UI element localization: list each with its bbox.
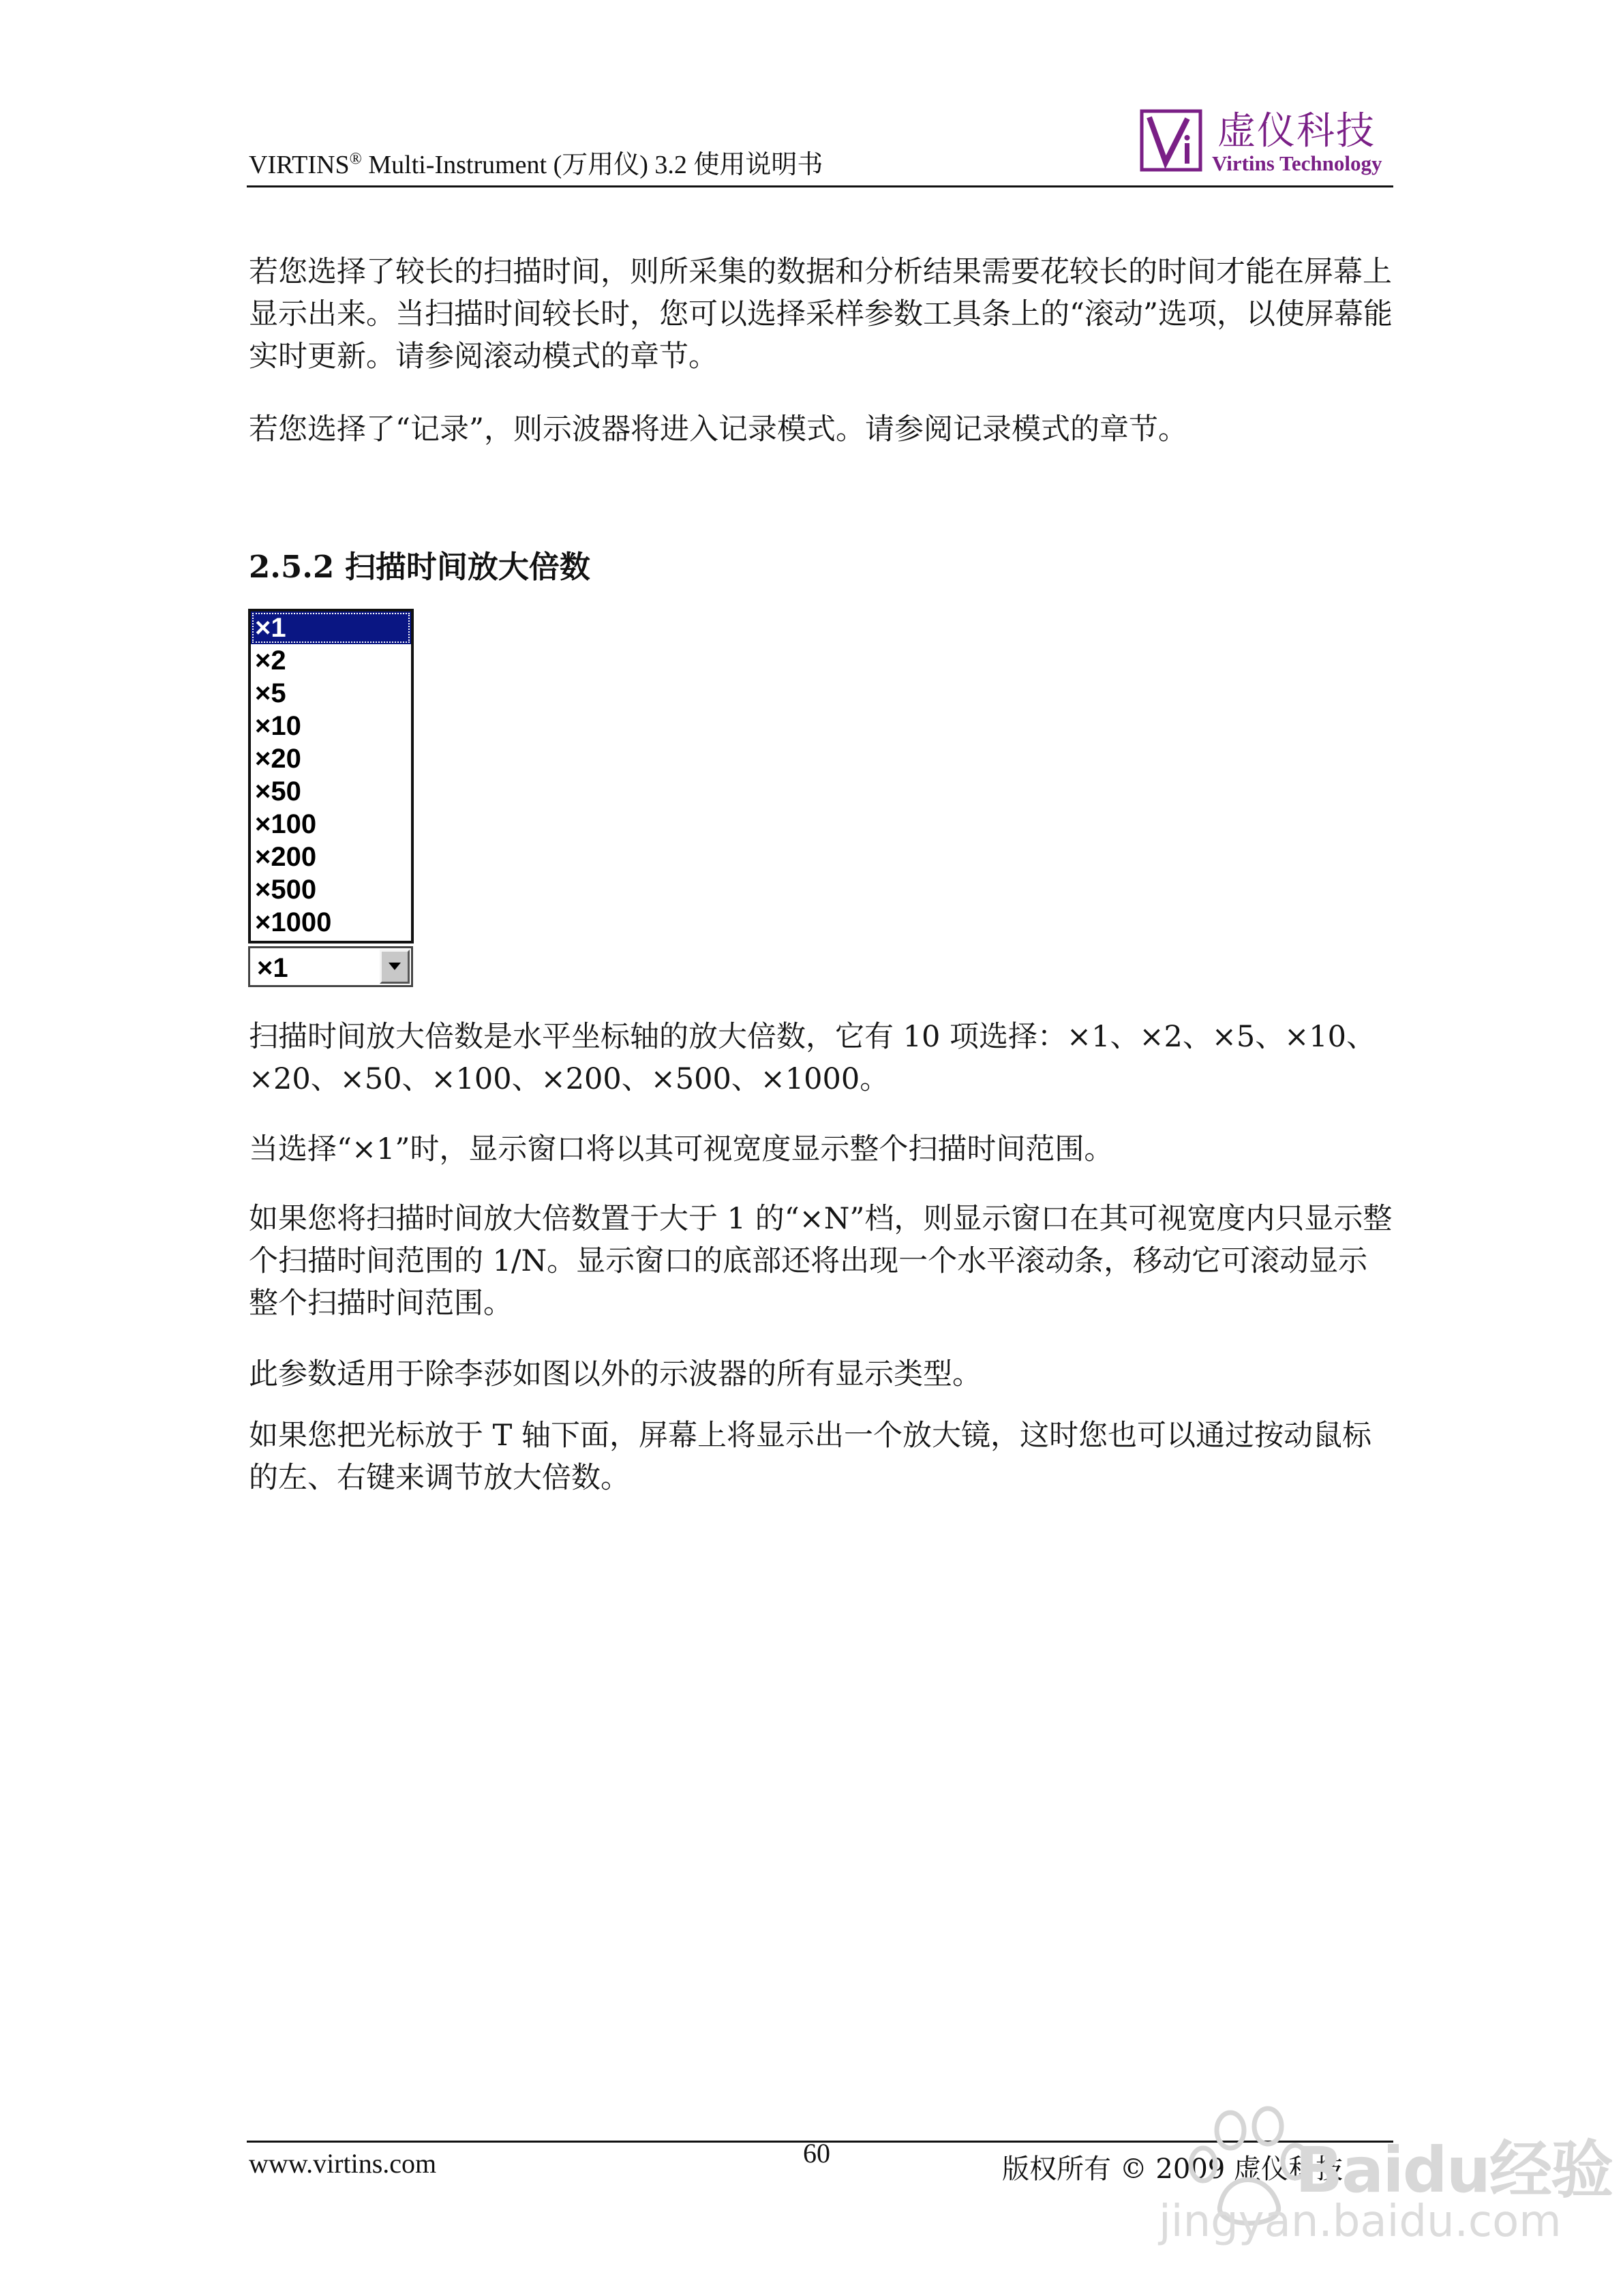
watermark-brand: Baidu经验 [1295, 2134, 1613, 2207]
footer-url[interactable]: www.virtins.com [249, 2148, 437, 2179]
watermark-url: jingyan.baidu.com [1159, 2196, 1562, 2247]
zoom-option[interactable]: ×2 [255, 646, 286, 676]
document-title [249, 143, 823, 181]
zoom-selected-value: ×1 [257, 953, 288, 983]
paragraph-x1: 当选择“×1”时，显示窗口将以其可视宽度显示整个扫描时间范围。 [249, 1132, 1114, 1166]
logo-chinese-name: 虚仪科技 [1217, 109, 1376, 153]
footer-copyright: 版权所有 © 2009 虚仪科技 [1002, 2154, 1343, 2185]
paragraph-xn: 如果您将扫描时间放大倍数置于大于 1 的“×N”档，则显示窗口在其可视宽度内只显示整个扫描时间范围的 1/N。显示窗口的底部还将出现一个水平滚动条，移动它可滚动显示整个扫描时间范围。 [249, 1202, 1393, 1320]
zoom-option[interactable]: ×1000 [255, 907, 332, 937]
paragraph-magnifier: 如果您把光标放于 T 轴下面，屏幕上将显示出一个放大镜，这时您也可以通过按动鼠标的左、右键来调节放大倍数。 [249, 1419, 1372, 1495]
zoom-option[interactable]: ×50 [255, 776, 301, 806]
dropdown-button[interactable] [380, 950, 410, 984]
zoom-option[interactable]: ×100 [255, 809, 317, 839]
zoom-option[interactable]: ×1 [251, 611, 411, 644]
registered-mark: ® [349, 150, 362, 168]
zoom-select[interactable] [248, 946, 413, 987]
virtins-logo-icon [1140, 109, 1202, 172]
page-number: 60 [803, 2138, 830, 2169]
zoom-option[interactable]: ×20 [255, 744, 301, 774]
paragraph-zoom-options: 扫描时间放大倍数是水平坐标轴的放大倍数，它有 10 项选择：×1、×2、×5、×10、×20、×50、×100、×200、×500、×1000。 [249, 1020, 1376, 1096]
zoom-option[interactable]: ×200 [255, 842, 317, 872]
paragraph-long-scan: 若您选择了较长的扫描时间，则所采集的数据和分析结果需要花较长的时间才能在屏幕上显示出来。当扫描时间较长时，您可以选择采样参数工具条上的“滚动”选项，以使屏幕能实时更新。请参阅滚动模式的章节。 [249, 255, 1393, 374]
brand-name: VIRTINS [249, 151, 350, 179]
section-heading: 2.5.2 扫描时间放大倍数 [249, 549, 590, 585]
zoom-option[interactable]: ×10 [255, 711, 301, 741]
title-text: Multi-Instrument (万用仪) 3.2 使用说明书 [361, 151, 823, 179]
zoom-option[interactable]: ×5 [255, 678, 286, 708]
header-divider [247, 185, 1393, 187]
paragraph-applicability: 此参数适用于除李莎如图以外的示波器的所有显示类型。 [249, 1357, 982, 1391]
zoom-options-list[interactable] [248, 609, 414, 943]
logo-english-name: Virtins Technology [1212, 151, 1382, 175]
chevron-down-icon [389, 963, 401, 970]
zoom-option[interactable]: ×500 [255, 875, 317, 905]
paragraph-record: 若您选择了“记录”，则示波器将进入记录模式。请参阅记录模式的章节。 [249, 412, 1187, 447]
